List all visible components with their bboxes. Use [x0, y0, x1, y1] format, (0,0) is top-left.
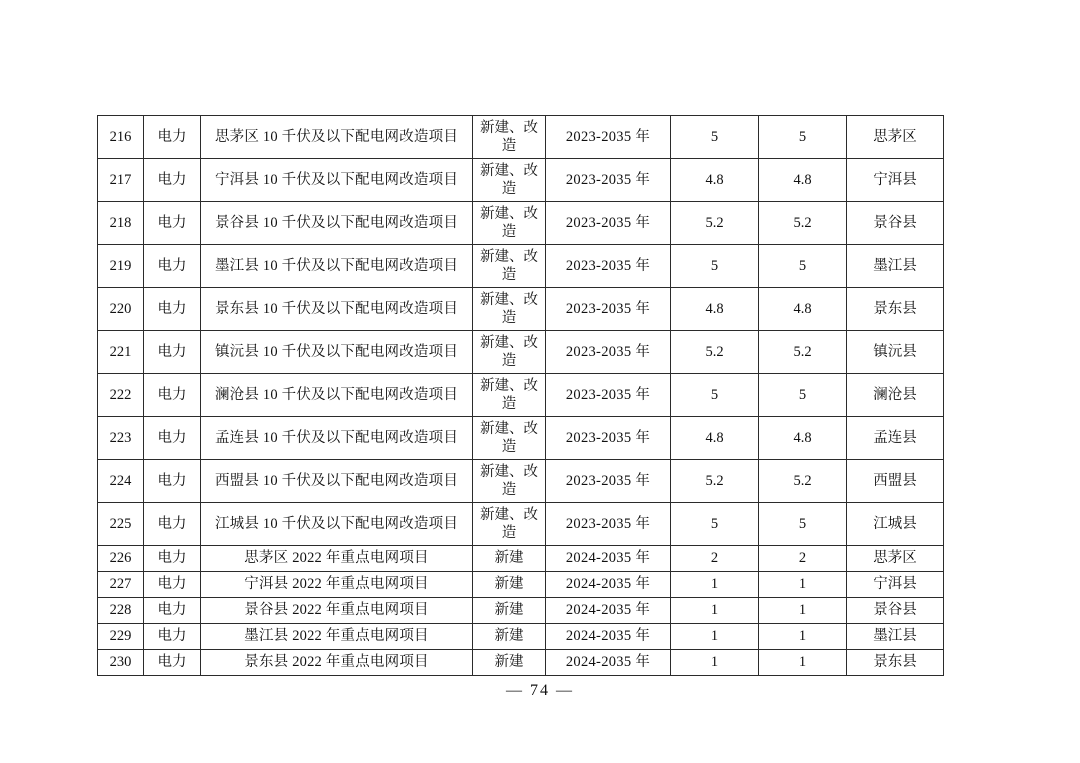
table-cell-name: 宁洱县 10 千伏及以下配电网改造项目: [201, 159, 473, 202]
table-cell-planned-investment: 1: [759, 572, 847, 598]
table-cell-region: 思茅区: [847, 546, 944, 572]
table-row: [98, 288, 944, 331]
table-cell-period: 2024-2035 年: [546, 572, 671, 598]
table-cell-no: 222: [98, 374, 144, 417]
table-cell-name: 景谷县 10 千伏及以下配电网改造项目: [201, 202, 473, 245]
table-cell-category: 电力: [144, 598, 201, 624]
table-cell-period: 2023-2035 年: [546, 460, 671, 503]
project-table-body: [98, 116, 944, 676]
table-cell-type: 新建: [473, 598, 546, 624]
table-cell-name: 思茅区 2022 年重点电网项目: [201, 546, 473, 572]
table-cell-region: 景东县: [847, 288, 944, 331]
table-cell-no: 225: [98, 503, 144, 546]
table-cell-category: 电力: [144, 202, 201, 245]
table-cell-category: 电力: [144, 624, 201, 650]
table-cell-no: 221: [98, 331, 144, 374]
table-cell-no: 216: [98, 116, 144, 159]
table-cell-planned-investment: 5: [759, 245, 847, 288]
table-cell-period: 2023-2035 年: [546, 245, 671, 288]
table-cell-total-investment: 2: [671, 546, 759, 572]
table-cell-period: 2024-2035 年: [546, 650, 671, 676]
table-row: [98, 374, 944, 417]
table-cell-total-investment: 5: [671, 374, 759, 417]
table-cell-total-investment: 1: [671, 624, 759, 650]
table-cell-name: 镇沅县 10 千伏及以下配电网改造项目: [201, 331, 473, 374]
table-cell-name: 墨江县 2022 年重点电网项目: [201, 624, 473, 650]
table-cell-total-investment: 5.2: [671, 331, 759, 374]
table-cell-total-investment: 4.8: [671, 159, 759, 202]
table-cell-name: 景东县 2022 年重点电网项目: [201, 650, 473, 676]
table-cell-planned-investment: 4.8: [759, 288, 847, 331]
table-cell-total-investment: 5: [671, 245, 759, 288]
table-cell-category: 电力: [144, 245, 201, 288]
project-table: [97, 115, 944, 676]
table-cell-no: 228: [98, 598, 144, 624]
table-cell-planned-investment: 4.8: [759, 417, 847, 460]
table-cell-planned-investment: 5.2: [759, 331, 847, 374]
table-cell-type: 新建、改造: [473, 460, 546, 503]
table-cell-name: 澜沧县 10 千伏及以下配电网改造项目: [201, 374, 473, 417]
table-row: [98, 245, 944, 288]
table-row: [98, 572, 944, 598]
table-cell-region: 西盟县: [847, 460, 944, 503]
table-row: [98, 331, 944, 374]
table-cell-period: 2023-2035 年: [546, 202, 671, 245]
table-cell-period: 2023-2035 年: [546, 159, 671, 202]
table-cell-region: 思茅区: [847, 116, 944, 159]
table-cell-total-investment: 1: [671, 572, 759, 598]
table-cell-type: 新建、改造: [473, 331, 546, 374]
table-cell-type: 新建: [473, 650, 546, 676]
table-cell-name: 思茅区 10 千伏及以下配电网改造项目: [201, 116, 473, 159]
table-cell-period: 2023-2035 年: [546, 503, 671, 546]
table-cell-category: 电力: [144, 288, 201, 331]
table-cell-type: 新建、改造: [473, 159, 546, 202]
table-cell-no: 219: [98, 245, 144, 288]
table-cell-region: 孟连县: [847, 417, 944, 460]
table-cell-planned-investment: 5: [759, 374, 847, 417]
table-cell-category: 电力: [144, 331, 201, 374]
table-row: [98, 598, 944, 624]
table-cell-planned-investment: 5.2: [759, 460, 847, 503]
table-cell-planned-investment: 2: [759, 546, 847, 572]
table-cell-region: 澜沧县: [847, 374, 944, 417]
table-cell-category: 电力: [144, 546, 201, 572]
table-row: [98, 202, 944, 245]
table-cell-type: 新建、改造: [473, 245, 546, 288]
table-cell-total-investment: 5: [671, 503, 759, 546]
table-cell-region: 景东县: [847, 650, 944, 676]
table-cell-category: 电力: [144, 159, 201, 202]
table-cell-region: 宁洱县: [847, 159, 944, 202]
table-cell-period: 2024-2035 年: [546, 624, 671, 650]
table-cell-category: 电力: [144, 572, 201, 598]
page-number: — 74 —: [506, 682, 574, 699]
table-row: [98, 650, 944, 676]
table-cell-no: 224: [98, 460, 144, 503]
table-cell-region: 镇沅县: [847, 331, 944, 374]
table-cell-total-investment: 1: [671, 650, 759, 676]
table-cell-region: 墨江县: [847, 624, 944, 650]
table-cell-type: 新建、改造: [473, 503, 546, 546]
table-cell-no: 223: [98, 417, 144, 460]
table-cell-total-investment: 4.8: [671, 417, 759, 460]
table-cell-period: 2023-2035 年: [546, 331, 671, 374]
table-cell-planned-investment: 5.2: [759, 202, 847, 245]
table-cell-period: 2023-2035 年: [546, 288, 671, 331]
table-cell-no: 229: [98, 624, 144, 650]
table-cell-type: 新建、改造: [473, 417, 546, 460]
project-table-container: [97, 115, 915, 676]
table-cell-no: 217: [98, 159, 144, 202]
table-cell-name: 景谷县 2022 年重点电网项目: [201, 598, 473, 624]
table-cell-no: 218: [98, 202, 144, 245]
table-cell-name: 江城县 10 千伏及以下配电网改造项目: [201, 503, 473, 546]
table-cell-type: 新建: [473, 624, 546, 650]
table-cell-planned-investment: 1: [759, 624, 847, 650]
table-cell-region: 景谷县: [847, 598, 944, 624]
table-cell-period: 2023-2035 年: [546, 374, 671, 417]
table-row: [98, 546, 944, 572]
table-cell-period: 2023-2035 年: [546, 417, 671, 460]
table-row: [98, 624, 944, 650]
table-cell-planned-investment: 1: [759, 598, 847, 624]
table-cell-name: 西盟县 10 千伏及以下配电网改造项目: [201, 460, 473, 503]
table-cell-planned-investment: 5: [759, 503, 847, 546]
table-cell-no: 220: [98, 288, 144, 331]
table-cell-planned-investment: 5: [759, 116, 847, 159]
table-cell-type: 新建、改造: [473, 374, 546, 417]
table-cell-category: 电力: [144, 460, 201, 503]
table-cell-region: 宁洱县: [847, 572, 944, 598]
table-cell-category: 电力: [144, 650, 201, 676]
table-cell-period: 2024-2035 年: [546, 546, 671, 572]
table-cell-type: 新建、改造: [473, 116, 546, 159]
table-cell-name: 宁洱县 2022 年重点电网项目: [201, 572, 473, 598]
table-cell-category: 电力: [144, 374, 201, 417]
table-cell-total-investment: 1: [671, 598, 759, 624]
table-row: [98, 159, 944, 202]
table-cell-no: 226: [98, 546, 144, 572]
table-cell-planned-investment: 1: [759, 650, 847, 676]
table-cell-name: 孟连县 10 千伏及以下配电网改造项目: [201, 417, 473, 460]
table-cell-category: 电力: [144, 417, 201, 460]
table-cell-type: 新建: [473, 546, 546, 572]
table-cell-total-investment: 4.8: [671, 288, 759, 331]
table-cell-region: 景谷县: [847, 202, 944, 245]
table-cell-type: 新建、改造: [473, 202, 546, 245]
table-cell-category: 电力: [144, 503, 201, 546]
table-cell-total-investment: 5.2: [671, 460, 759, 503]
table-cell-category: 电力: [144, 116, 201, 159]
table-cell-no: 230: [98, 650, 144, 676]
table-row: [98, 460, 944, 503]
table-cell-type: 新建: [473, 572, 546, 598]
table-cell-region: 墨江县: [847, 245, 944, 288]
table-cell-no: 227: [98, 572, 144, 598]
table-cell-period: 2023-2035 年: [546, 116, 671, 159]
table-cell-type: 新建、改造: [473, 288, 546, 331]
table-row: [98, 417, 944, 460]
table-cell-name: 墨江县 10 千伏及以下配电网改造项目: [201, 245, 473, 288]
table-cell-planned-investment: 4.8: [759, 159, 847, 202]
table-row: [98, 503, 944, 546]
table-cell-name: 景东县 10 千伏及以下配电网改造项目: [201, 288, 473, 331]
table-cell-total-investment: 5: [671, 116, 759, 159]
table-cell-region: 江城县: [847, 503, 944, 546]
table-row: [98, 116, 944, 159]
table-cell-total-investment: 5.2: [671, 202, 759, 245]
table-cell-period: 2024-2035 年: [546, 598, 671, 624]
